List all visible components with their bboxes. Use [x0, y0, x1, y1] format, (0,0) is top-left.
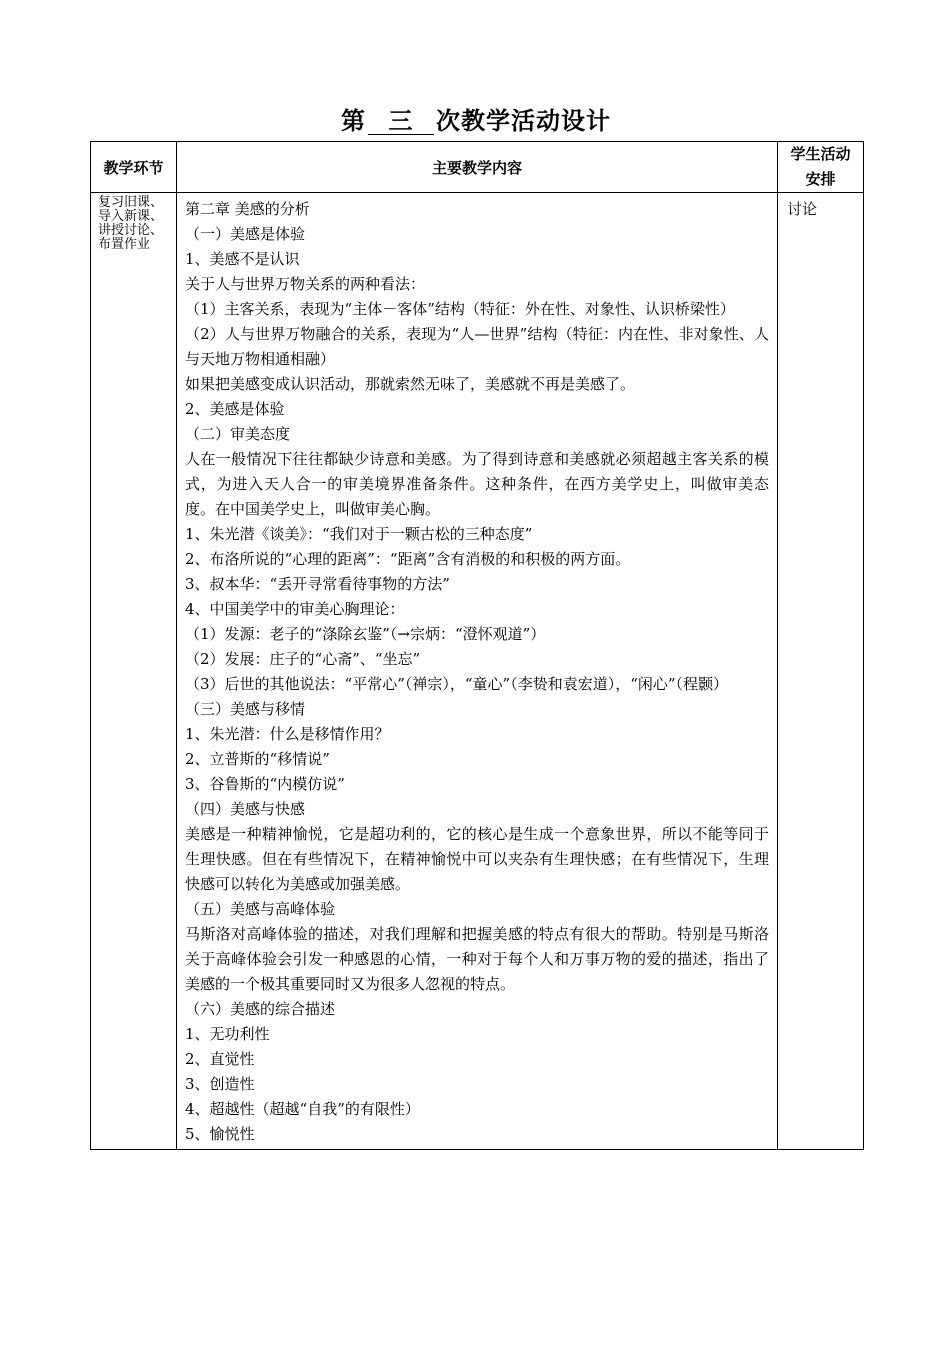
content-line: 5、愉悦性: [185, 1125, 255, 1143]
content-line: 2、布洛所说的“心理的距离”：“距离”含有消极的和积极的两方面。: [185, 550, 631, 568]
content-line: 2、立普斯的“移情说”: [185, 750, 330, 768]
activity-cell: 讨论: [778, 193, 864, 1150]
content-line: 1、朱光潜：什么是移情作用？: [185, 725, 390, 743]
content-line: 4、中国美学中的审美心胸理论：: [185, 600, 405, 618]
content-line: 2、直觉性: [185, 1050, 255, 1068]
content-line: 1、朱光潜《谈美》：“我们对于一颗古松的三种态度”: [185, 525, 533, 543]
section-line: 布置作业: [98, 237, 151, 252]
content-line: 关于人与世界万物关系的两种看法：: [185, 275, 426, 293]
header-content: 主要教学内容: [177, 142, 778, 193]
content-line: （1）发源：老子的“涤除玄鉴”（→宗炳：“澄怀观道”）: [185, 625, 546, 643]
content-paragraph: 人在一般情况下往往都缺少诗意和美感。为了得到诗意和美感就必须超越主客关系的模式，为进入天人合一的审美境界准备条件。这种条件，在西方美学史上，叫做审美态度。在中国美学史上，叫做审美心胸。: [185, 450, 769, 518]
lesson-design-table: [90, 141, 864, 1150]
content-paragraph: （1）主客关系，表现为“主体－客体”结构（特征：外在性、对象性、认识桥梁性）: [185, 300, 735, 318]
content-line: 3、创造性: [185, 1075, 255, 1093]
section-line: 导入新课、: [98, 209, 164, 224]
title-prefix: 第: [341, 107, 366, 135]
title-suffix: 次教学活动设计: [436, 107, 611, 135]
header-section: 教学环节: [91, 142, 177, 193]
content-line: （一）美感是体验: [185, 225, 306, 243]
content-line: 3、谷鲁斯的“内模仿说”: [185, 775, 345, 793]
header-activity-line2: 安排: [805, 170, 836, 188]
content-paragraph: （3）后世的其他说法：“平常心”（禅宗），“童心”（李贽和袁宏道），“闲心”（程颢）: [185, 675, 729, 693]
header-activity-line1: 学生活动: [790, 145, 851, 163]
title-session-number: 三: [368, 108, 434, 135]
table-row: [91, 193, 864, 1150]
content-line: （二）审美态度: [185, 425, 291, 443]
content-line: 2、美感是体验: [185, 400, 285, 418]
content-line: 如果把美感变成认识活动，那就索然无味了，美感就不再是美感了。: [185, 375, 636, 393]
content-line: 1、美感不是认识: [185, 250, 300, 268]
chapter-title: 第二章 美感的分析: [185, 200, 310, 218]
content-paragraph: 马斯洛对高峰体验的描述，对我们理解和把握美感的特点有很大的帮助。特别是马斯洛关于高峰体验会引发一种感恩的心情，一种对于每个人和万事万物的爱的描述，指出了美感的一个极其重要同时又为很多人忽视的特点。: [185, 925, 769, 993]
page-title: [0, 101, 952, 136]
content-line: （四）美感与快感: [185, 800, 306, 818]
content-line: （六）美感的综合描述: [185, 1000, 336, 1018]
header-activity: [778, 142, 864, 193]
content-paragraph: （2）人与世界万物融合的关系，表现为“人—世界”结构（特征：内在性、非对象性、人与天地万物相通相融）: [185, 325, 769, 368]
section-line: 复习旧课、: [98, 195, 164, 210]
content-paragraph: 美感是一种精神愉悦，它是超功利的，它的核心是生成一个意象世界，所以不能等同于生理快感。但在有些情况下，在精神愉悦中可以夹杂有生理快感；在有些情况下，生理快感可以转化为美感或加强美感。: [185, 825, 769, 893]
content-line: 1、无功利性: [185, 1025, 270, 1043]
section-cell: [91, 193, 177, 1150]
content-line: （2）发展：庄子的“心斋”、“坐忘”: [185, 650, 421, 668]
content-line: （三）美感与移情: [185, 700, 306, 718]
content-line: （五）美感与高峰体验: [185, 900, 336, 918]
section-line: 讲授讨论、: [98, 223, 164, 238]
content-cell: [177, 193, 778, 1150]
content-line: 3、叔本华：“丢开寻常看待事物的方法”: [185, 575, 450, 593]
table-header-row: [91, 142, 864, 193]
content-line: 4、超越性（超越“自我”的有限性）: [185, 1100, 420, 1118]
